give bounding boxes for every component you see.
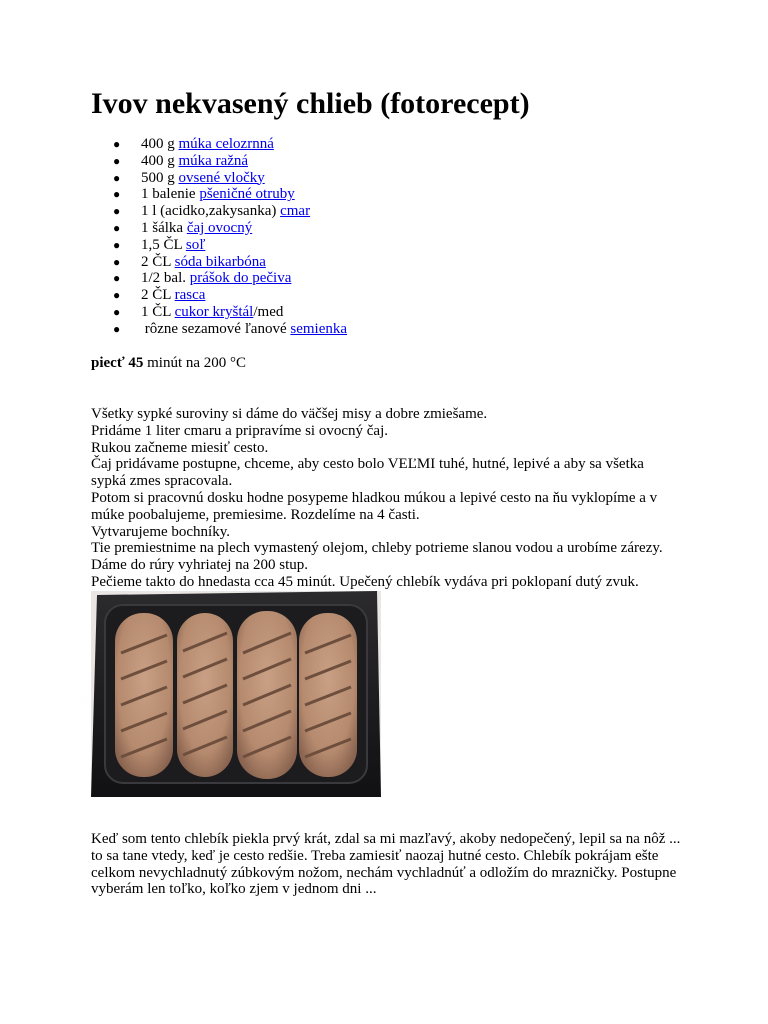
bullet-icon: ●	[113, 153, 121, 168]
bread-loaves-photo	[91, 591, 381, 797]
step-paragraph: Pečieme takto do hnedasta cca 45 minút. Upečený chlebík vydáva pri poklopaní dutý zvuk.	[91, 573, 639, 590]
ingredient-qty: 400 g	[141, 136, 179, 152]
step-paragraph: Pridáme 1 liter cmaru a pripravíme si ovocný čaj.	[91, 422, 388, 439]
list-item	[91, 270, 691, 287]
loaf	[299, 613, 357, 777]
page-title: Ivov nekvasený chlieb (fotorecept)	[91, 87, 530, 120]
list-item	[91, 254, 691, 271]
ingredient-qty: 1 ČL	[141, 303, 175, 320]
step-paragraph: Vytvarujeme bochníky.	[91, 523, 230, 540]
list-item	[91, 237, 691, 254]
bullet-icon: ●	[113, 220, 121, 235]
bullet-icon: ●	[113, 237, 121, 252]
ingredient-qty: 1 šálka	[141, 219, 187, 236]
bullet-icon: ●	[113, 321, 121, 336]
closing-note: Keď som tento chlebík piekla prvý krát, zdal sa mi mazľavý, akoby nedopečený, lepil sa na nôž ... to sa tane vtedy, keď je cesto redšie. Treba zamiesiť naozaj hutné cesto. Chlebík pokrájam ešte celkom nevychladnutý zúbkovým nožom, nechám vychladnúť a odložím do mrazničky. Postupne vyberám len toľko, koľko zjem v jednom dni ...	[91, 831, 681, 898]
list-item	[91, 287, 691, 304]
bullet-icon: ●	[113, 288, 121, 303]
ingredient-link[interactable]: múka celozrnná	[178, 136, 274, 152]
ingredient-link[interactable]: prášok do pečiva	[189, 270, 292, 287]
ingredient-link[interactable]: sóda bikarbóna	[174, 253, 266, 270]
bullet-icon: ●	[113, 204, 121, 219]
loaf	[115, 613, 173, 777]
loaf	[177, 613, 233, 777]
bullet-icon: ●	[113, 271, 121, 286]
ingredient-suffix: /med	[253, 303, 284, 320]
ingredient-link[interactable]: ovsené vločky	[178, 169, 265, 186]
bullet-icon: ●	[113, 254, 121, 269]
ingredient-link[interactable]: čaj ovocný	[186, 219, 253, 236]
step-paragraph: Čaj pridávame postupne, chceme, aby cesto bolo VEĽMI tuhé, hutné, lepivé a aby sa všetka sypká zmes spracovala.	[91, 456, 644, 490]
method-steps	[91, 406, 681, 591]
bake-time-bold: piecť 45	[91, 355, 144, 371]
step-paragraph: Všetky sypké suroviny si dáme do väčšej misy a dobre zmiešame.	[91, 406, 488, 422]
list-item	[91, 153, 691, 170]
ingredient-link[interactable]: múka ražná	[178, 152, 249, 169]
step-paragraph: Rukou začneme miesiť cesto.	[91, 439, 269, 456]
ingredient-link[interactable]: semienka	[290, 320, 348, 337]
ingredient-qty: 1 l (acidko,zakysanka)	[141, 203, 281, 220]
ingredient-link[interactable]: cmar	[280, 203, 311, 220]
ingredient-qty: rôzne sezamové ľanové	[141, 320, 291, 337]
ingredient-qty: 1/2 bal.	[141, 270, 190, 287]
list-item	[91, 136, 691, 153]
bullet-icon: ●	[113, 137, 121, 151]
bullet-icon: ●	[113, 187, 121, 202]
ingredient-qty: 1,5 ČL	[141, 236, 186, 253]
list-item	[91, 186, 691, 203]
bullet-icon: ●	[113, 170, 121, 185]
step-paragraph: Tie premiestnime na plech vymastený olejom, chleby potrieme slanou vodou a urobíme zárezy. Dáme do rúry vyhriatej na 200 stup.	[91, 540, 663, 574]
step-paragraph: Potom si pracovnú dosku hodne posypeme hladkou múkou a lepivé cesto na ňu vyklopíme a v múke poobalujeme, premiesime. Rozdelíme na 4 časti.	[91, 489, 658, 523]
ingredient-qty: 500 g	[141, 169, 179, 186]
ingredient-link[interactable]: cukor kryštál	[174, 303, 254, 320]
bake-instruction	[91, 354, 246, 372]
ingredient-list	[91, 136, 691, 338]
ingredient-qty: 2 ČL	[141, 287, 175, 304]
ingredient-qty: 1 balenie	[141, 186, 200, 203]
loaf	[237, 611, 297, 779]
bullet-icon: ●	[113, 304, 121, 319]
ingredient-qty: 400 g	[141, 152, 179, 169]
list-item	[91, 304, 691, 321]
list-item	[91, 170, 691, 187]
ingredient-qty: 2 ČL	[141, 253, 175, 270]
ingredient-link[interactable]: pšeničné otruby	[199, 186, 295, 203]
ingredient-link[interactable]: rasca	[174, 287, 206, 304]
ingredient-link[interactable]: soľ	[185, 236, 206, 253]
bake-temperature: minút na 200 °C	[143, 355, 247, 371]
list-item	[91, 220, 691, 237]
list-item	[91, 203, 691, 220]
list-item	[91, 321, 691, 338]
